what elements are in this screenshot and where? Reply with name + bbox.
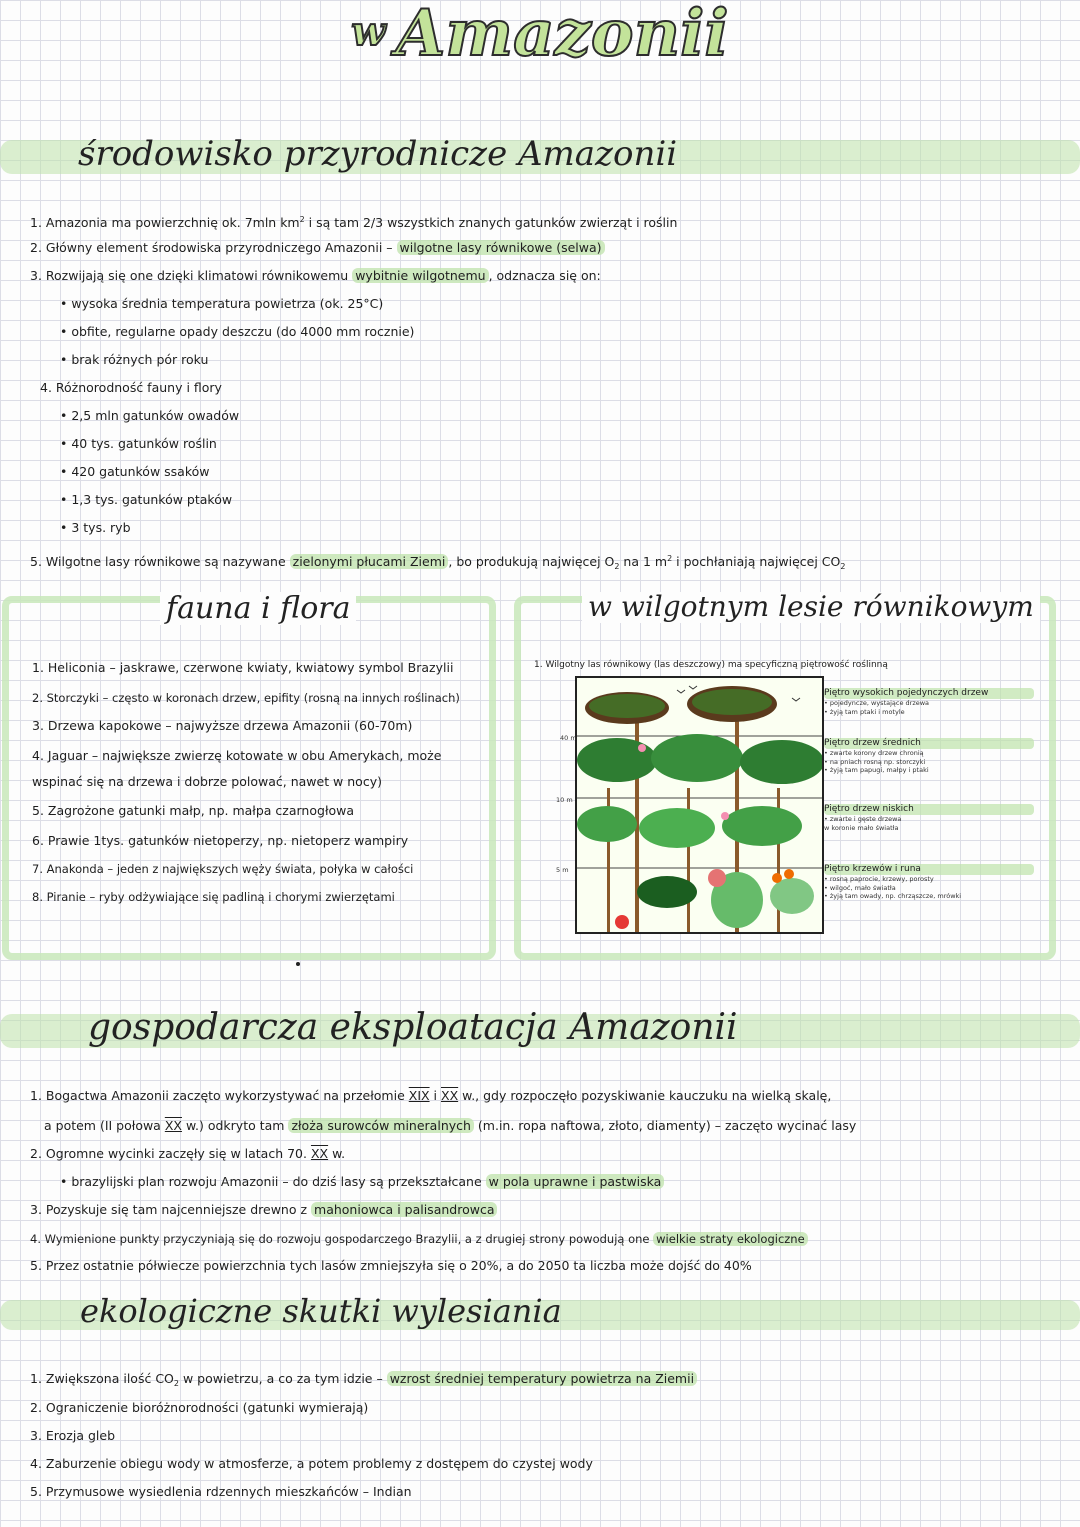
highlight: złoża surowców mineralnych [288,1118,474,1133]
forest-layer-2 [824,738,1034,775]
fauna-item-7: 7. Anakonda – jeden z największych węży świata, połyka w całości [32,862,414,876]
fauna-item-5: 5. Zagrożone gatunki małp, np. małpa czarnogłowa [32,803,355,818]
forest-layer-4-title: Piętro krzewów i runa [824,864,1034,875]
section-heading-economy: gospodarcza eksploatacja Amazonii [88,1007,738,1048]
fraction: 2/3 [362,215,384,230]
text: wszystkich znanych gatunków zwierząt i roślin [383,215,678,230]
text: 1. Bogactwa Amazonii zaczęto wykorzystywać na przełomie [30,1088,409,1103]
env-line-3-item-3: • brak różnych pór roku [60,352,209,367]
eco-line-3: 3. Erozja gleb [30,1428,116,1443]
subscript: 2 [614,562,620,571]
fauna-item-8: 8. Piranie – ryby odżywiające się padliną i chorymi zwierzętami [32,890,395,904]
text: 2. Główny element środowiska przyrodniczego Amazonii – [30,240,397,255]
highlight: wybitnie wilgotnemu [352,268,488,283]
fauna-item-2: 2. Storczyki – często w koronach drzew, epifity (rosną na innych roślinach) [32,691,460,705]
forest-layer-2-title: Piętro drzew średnich [824,738,1034,749]
text: , bo produkują najwięcej O [448,554,615,569]
fauna-item-1: 1. Heliconia – jaskrawe, czerwone kwiaty, kwiatowy symbol Brazylii [32,660,454,675]
forest-layer-4 [824,864,1034,901]
superscript: 2 [299,215,305,224]
env-line-3 [30,268,601,284]
highlight: wzrost średniej temperatury powietrza na Ziemii [387,1371,697,1386]
highlight: wielkie straty ekologiczne [653,1232,808,1246]
highlight: zielonymi płucami Ziemi [290,554,449,569]
title-main: Amazonii [395,0,729,71]
fauna-item-4: 4. Jaguar – największe zwierzę kotowate w obu Amerykach, może [32,748,442,763]
roman: XX [164,1118,182,1133]
forest-layers-drawing [575,676,824,934]
forest-layer-4-note-1: • rosną paprocie, krzewy, porosty [824,875,934,883]
text: 1. Amazonia ma powierzchnię ok. 7mln km [30,215,300,230]
text: 2. Ogromne wycinki zaczęły się w latach 70. [30,1146,311,1161]
text: w. [328,1146,346,1161]
text: 5. Wilgotne lasy równikowe są nazywane [30,554,290,569]
env-line-1 [30,212,677,231]
env-line-4-item-3: • 420 gatunków ssaków [60,464,210,479]
forest-height-40: 40 m [560,734,577,742]
page-title [0,0,1080,71]
env-line-4-item-5: • 3 tys. ryb [60,520,131,535]
highlight: w pola uprawne i pastwiska [486,1174,665,1189]
stray-dot [296,962,300,966]
econ-line-4 [30,1231,808,1247]
forest-layer-2-note-2: • na pniach rosną np. storczyki [824,757,926,766]
superscript: 2 [667,554,673,563]
forest-layer-4-note-3: • żyją tam owady, np. chrząszcze, mrówki [824,892,962,900]
text: i pochłaniają najwięcej CO [672,554,841,569]
subscript: 2 [840,562,846,571]
text: i są tam [304,215,363,230]
roman: XX [310,1146,329,1161]
econ-line-1b [44,1118,856,1134]
text: , odznacza się on: [488,268,601,283]
roman: XX [441,1088,459,1103]
env-line-4-item-2: • 40 tys. gatunków roślin [60,436,217,451]
section-heading-ecology: ekologiczne skutki wylesiania [80,1292,562,1330]
forest-layer-1-title: Piętro wysokich pojedynczych drzew [824,688,1034,699]
fauna-item-4b: wspinać się na drzewa i dobrze polować, nawet w nocy) [32,774,382,789]
title-prefix: w [351,8,386,55]
eco-line-2: 2. Ograniczenie bioróżnorodności (gatunki wymierają) [30,1400,369,1415]
text: 3. Pozyskuje się tam najcenniejsze drewno z [30,1202,312,1217]
econ-line-3 [30,1202,497,1218]
env-line-4: 4. Różnorodność fauny i flory [40,380,222,395]
text: 1. Zwiększona ilość CO [30,1371,174,1386]
fauna-item-3: 3. Drzewa kapokowe – najwyższe drzewa Amazonii (60-70m) [32,718,413,733]
forest-layer-3 [824,804,1034,832]
text: (m.in. ropa naftowa, złoto, diamenty) – zaczęto wycinać lasy [473,1118,857,1133]
forest-intro: 1. Wilgotny las równikowy (las deszczowy) ma specyficzną piętrowość roślinną [534,660,888,670]
forest-layer-1-note-2: • żyją tam ptaki i motyle [824,707,905,716]
text: i [429,1088,441,1103]
forest-layer-1-note-1: • pojedyncze, wystające drzewa [824,699,930,707]
text: na 1 m [619,554,668,569]
econ-line-5: 5. Przez ostatnie półwiecze powierzchnia tych lasów zmniejszyła się o 20%, a do 2050 ta liczba może dojść do 40% [30,1258,752,1273]
econ-line-1a [30,1088,831,1104]
forest-layer-1 [824,688,1034,716]
text: w.) odkryto tam [181,1118,289,1133]
forest-layer-2-note-1: • zwarte korony drzew chronią [824,749,924,757]
eco-line-1 [30,1371,697,1392]
env-line-3-item-1: • wysoka średnia temperatura powietrza (ok. 25°C) [60,296,384,311]
highlight: wilgotne lasy równikowe (selwa) [397,240,605,255]
forest-heading: w wilgotnym lesie równikowym [582,592,1040,623]
env-line-3-item-2: • obfite, regularne opady deszczu (do 4000 mm rocznie) [60,324,415,339]
env-line-5 [30,551,845,575]
forest-illustration [577,678,822,932]
text: 4. Wymienione punkty przyczyniają się do rozwoju gospodarczego Brazylii, a z drugiej strony powodują one [30,1232,654,1246]
subscript: 2 [173,1379,179,1388]
highlight: mahoniowca i palisandrowca [311,1202,497,1217]
econ-line-2 [30,1146,345,1162]
roman: XIX [408,1088,430,1103]
forest-layer-3-title: Piętro drzew niskich [824,804,1034,815]
econ-line-2b [60,1174,664,1190]
text: • brazylijski plan rozwoju Amazonii – do dziś lasy są przekształcane [60,1174,486,1189]
text: w., gdy rozpoczęło pozyskiwanie kauczuku na wielką skalę, [458,1088,832,1103]
forest-height-10: 10 m [556,796,573,804]
section-heading-environment: środowisko przyrodnicze Amazonii [78,134,678,174]
forest-layer-4-note-2: • wilgoć, mało światła [824,883,896,892]
env-line-4-item-4: • 1,3 tys. gatunków ptaków [60,492,233,507]
fauna-heading: fauna i flora [160,592,356,625]
env-line-2 [30,240,605,256]
forest-layer-2-note-3: • żyją tam papugi, małpy i ptaki [824,766,929,774]
text: w powietrzu, a co za tym idzie – [178,1371,387,1386]
eco-line-5: 5. Przymusowe wysiedlenia rdzennych mieszkańców – Indian [30,1484,412,1499]
env-line-4-item-1: • 2,5 mln gatunków owadów [60,408,240,423]
text: 3. Rozwijają się one dzięki klimatowi równikowemu [30,268,353,283]
forest-height-5: 5 m [556,866,569,874]
text: a potem (II połowa [44,1118,165,1133]
eco-line-4: 4. Zaburzenie obiegu wody w atmosferze, a potem problemy z dostępem do czystej wody [30,1456,593,1471]
fauna-item-6: 6. Prawie 1tys. gatunków nietoperzy, np. nietoperz wampiry [32,833,409,848]
forest-layer-3-note-1: • zwarte i gęste drzewa [824,815,902,823]
forest-layer-3-note-2: w koronie mało światła [824,823,899,832]
